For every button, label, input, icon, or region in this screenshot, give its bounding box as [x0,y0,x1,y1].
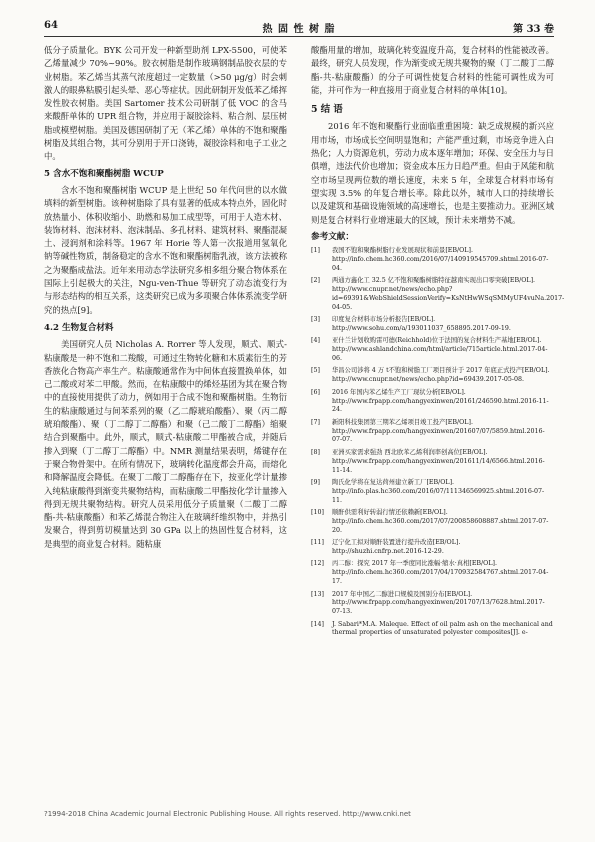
right-column [311,44,565,642]
reference-item: [14] J. Sabari*M.A. Maleque. Effect of oil palm ash on the mechanical and thermal properties of unsaturated polyester composites[J]. e- [311,620,553,637]
paragraph: 酸酯用量的增加，玻璃化转变温度升高，复合材料的性能被改善。最终，研究人员发现，作为渐变或无规共聚物的聚（丁二酸丁二醇酯-共-粘康酸酯）的分子可调性使复合材料的性能可调性成为可能，并可作为一种直接用于商业复合材料的单体[10]。 [311,45,554,95]
page-number: 64 [44,20,58,31]
reference-item: [6] 2016 年国内苯乙烯生产工厂现状分析[EB/OL]. http://www.frpapp.com/hangyexinwen/20161/246590.html.2016-11-24. [311,388,549,414]
reference-item: [4] 亚什兰计划收购雷可德(Reichhold)位于法国的复合材料生产基地[EB/OL]. http://www.ashlandchina.com/html/article/715article.html.2017-04-06. [311,337,548,362]
section-heading: 5 结 语 [311,104,343,116]
reference-item: [10] 顺酐供需利好转弱行情还依赖新[EB/OL]. http://info.chem.hc360.com/2017/07/200858608887.shtml.2017-07-20. [311,509,549,534]
copyright-footer: ?1994-2018 China Academic Journal Electronic Publishing House. All rights reserved. http://www.cnki.net [44,810,411,818]
paragraph: 低分子质量化。BYK 公司开发一种新型助剂 LPX-5500，可使苯乙烯量减少 70%~90%。胶衣树脂是制作玻璃钢制品胶衣层的专业树脂。苯乙烯当其蒸气浓度超过一定数量（>50 μg/g）时会刺激人的眼鼻粘膜引起头晕、恶心等症状。因此研制开发低苯乙烯挥发性胶衣树脂。美国 Sartomer 技术公司研制了低 VOC 的含马来酸酐单体的 UPR 组合物，并应用于凝胶涂料、粘合剂、层压树脂或模塑树脂。美国及德国研制了无（苯乙烯）单体的不饱和聚酯树脂及其组合物，其可分别用于开口浇铸，凝胶涂料和电子工业之中。 [44,45,287,162]
header-rule [44,36,554,37]
references-heading: 参考文献： [311,231,354,242]
paragraph: 含水不饱和聚酯树脂 WCUP 是上世纪 50 年代问世的以水做填料的新型树脂。该种树脂除了具有显著的低成本特点外，固化时放热量小、体积收缩小、助燃和易加工成型等，可用于人造木材、装饰材料、泡沫材料、泡沫制品、多孔材料、建筑材料、聚酯混凝土、浸润剂和涂料等。1967 年 Horie 等人第一次报道用氢氧化钠等碱性物质，制备稳定的含水不饱和聚酯树脂乳液，该方法被称之为聚酯成盐法。近年来用动态学法研究多相多组分聚合物体系在国际上引起极大的关注，Ngu-ven-Thue 等研究了动态流变行为与形态结构的相互关系，这类研究已成为多项聚合体体系流变学研究的热点[9]。 [44,184,287,315]
reference-item: [2] 两通方鑫化工 32.5 亿不饱和聚酯树脂特征越南实现出口零突破[EB/OL]. http://www.cnupr.net/news/echo.php?id=69391&WebShieldSessionVerify=KsNtHwWSqSMMyUF4vuNa.2017-04-05. [311,277,565,311]
reference-item: [11] 辽宁化工拟对顺酐装置进行提升改造[EB/OL]. http://shuzhi.cnfrp.net.2016-12-29. [311,539,461,555]
reference-item: [9] 陶氏化学将在复达荷州建立新工厂[EB/OL]. http://info.plas.hc360.com/2016/07/111346569925.shtml.2016-07-11. [311,478,545,504]
reference-list [311,247,565,638]
reference-item: [3] 印度复合材料市场分析报告[EB/OL]. http://www.sohu.com/a/193011037_658895.2017-09-19. [311,316,511,332]
reference-item: [12] 丙二醇：探究 2017 年一季度同比涨幅·缩水·真相[EB/OL]. http://info.chem.hc360.com/2017/04/170932584767.shtml.2017-04-17. [311,560,549,586]
reference-item: [13] 2017 年中国乙二醇进口规模及国别分布[EB/OL]. http://www.frpapp.com/hangyexinwen/201707/13/7628.html.2017-07-13. [311,590,545,616]
paragraph: 2016 年不饱和聚酯行业面临重重困境：缺乏成规模的新兴应用市场，市场成长空间明显饱和；产能严重过剩，市场竞争进入白热化；人力资源危机，劳动力成本逐年增加；环保、安全压力与日俱增，违法代价也增加；资金成本压力日趋严重。但由于风能和航空市场呈现两位数的增长速度，未来 5 年，全球复合材料市场有望实现 3.5% 的年复合增长率。除此以外，城市人口的持续增长以及建筑和基础设施领域的高速增长，也是主要推动力。亚洲区域则是复合材料行业增速最大的区域，预计未来增势不减。 [311,121,554,225]
paragraph: 美国研究人员 Nicholas A. Rorrer 等人发现，顺式、顺式-粘康酸是一种不饱和二羧酸，可通过生物转化糖和木质素衍生的芳香族化合物高产率生产。粘康酸通常作为中间体直接置换单体，如己二酸或对苯二甲酸。然而，在粘康酸中的烯烃基团为其在聚合物中的直接使用提供了动力，例如用于合成不饱和聚酯树脂。生物衍生的粘康酸通过与间苯系列的聚（乙二醇琥珀酸酯）、聚（丙二醇琥珀酸酯）、聚（丁二醇丁二醇酯）和聚（己二酸丁二醇酯）缩聚结合到聚酯中。此外，顺式，顺式-粘康酸二甲酯被合成，并随后掺入到聚（丁二醇丁二醇酯）中。NMR 测量结果表明，烯键存在于聚合物骨架中。在所有情况下，玻璃转化温度都会升高，而熔化和降解温度会降低。在聚丁二酸丁二醇酯存在下，按亚化学计量掺入纯粘康酸得到渐变共聚物结构，而粘康酸二甲酯按化学计量掺入得到无规共聚物结构。研究人员采用低分子质量聚（二酸丁二醇酯-共-粘康酸酯）和苯乙烯混合物注入在玻璃纤维织物中，并热引发聚合，得到剪切模量达到 30 GPa 以上的热固性复合材料，这是典型的商业复合材料。随粘康 [44,339,287,549]
volume-label: 第 33 卷 [513,24,554,35]
section-heading: 4.2 生物复合材料 [44,322,114,333]
journal-title: 热 固 性 树 脂 [262,24,336,35]
page-header [44,20,554,36]
left-column [44,44,287,551]
reference-item: [8] 亚洲买家需求强劲 西北欧苯乙烯利润率创高位[EB/OL]. http://www.frpapp.com/hangyexinwen/201611/14/6566.html.2016-11-14. [311,448,545,474]
reference-item: [5] 华昌公司涉将 4 万 t不饱和树脂工厂项目预计于 2017 年底正式投产[EB/OL]. http://www.cnupr.net/news/echo.php?id=69439.2017-05-08. [311,367,550,384]
reference-item: [1] 我国不饱和聚酯树脂行业发展现状和前景[EB/OL]. http://info.chem.hc360.com/2016/07/140919545709.shtml.2016-07-04. [311,247,549,272]
reference-item: [7] 新阳科技集团第三期苯乙烯项目竣工投产[EB/OL]. http://www.frpapp.com/hangyexinwen/201607/07/5859.html.2016-07-07. [311,418,545,444]
section-heading: 5 含水不饱和聚酯树脂 WCUP [44,168,164,179]
